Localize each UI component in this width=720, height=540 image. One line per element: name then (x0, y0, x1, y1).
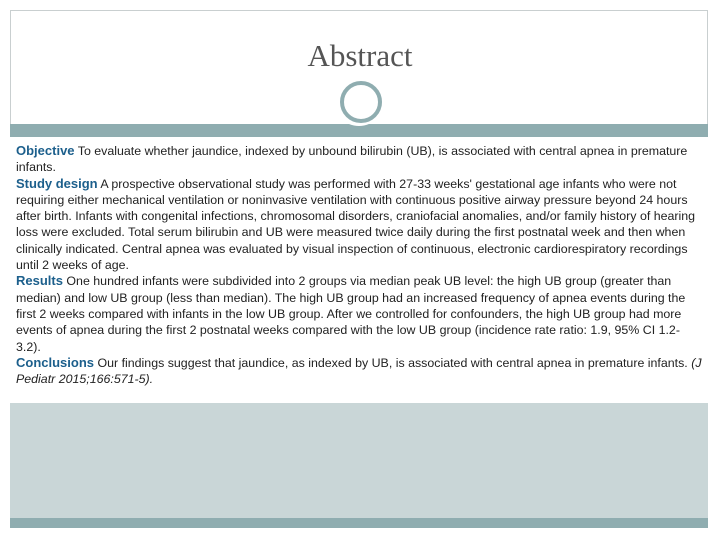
bottom-panel (10, 403, 708, 518)
bottom-strip (10, 518, 708, 528)
slide-title: Abstract (307, 38, 413, 73)
study-design-text: A prospective observational study was performed with 27-33 weeks' gestational age infants who were not requiring either mechanical ventilation or noninvasive ventilation with continuous positive airway pressure beyond 24 hours after birth. Infants with congenital infections, chromosomal disorders, craniofacial anomalies, and/or family history of hearing loss were excluded. Total serum bilirubin and UB were measured twice daily during the first postnatal week and then when clinically indicated. Central apnea was evaluated by visual inspection of continuous, electronic cardiorespiratory recordings until 2 weeks of age. (16, 176, 696, 273)
divider-circle-ornament (340, 81, 382, 123)
conclusions-text: Our findings suggest that jaundice, as indexed by UB, is associated with central apnea in premature infants. (97, 355, 688, 370)
study-design-heading: Study design (16, 175, 98, 191)
abstract-paragraph (16, 143, 702, 387)
objective-text: To evaluate whether jaundice, indexed by unbound bilirubin (UB), is associated with central apnea in premature infants. (16, 144, 688, 175)
objective-heading: Objective (16, 143, 75, 158)
results-text: One hundred infants were subdivided into 2 groups via median peak UB level: the high UB group (greater than median) and low UB group (less than median). The high UB group had an increased frequency of apnea events during the first 2 weeks compared with infants in the low UB group. After we controlled for confounders, the high UB group had more events of apnea during the first 2 postnatal weeks compared with the low UB group (incidence rate ratio: 1.9, 95% CI 1.2-3.2). (16, 274, 686, 354)
results-heading: Results (16, 273, 63, 289)
conclusions-heading: Conclusions (16, 354, 95, 370)
abstract-image (10, 137, 708, 403)
citation: (J Pediatr 2015;166:571-5). (16, 355, 702, 387)
